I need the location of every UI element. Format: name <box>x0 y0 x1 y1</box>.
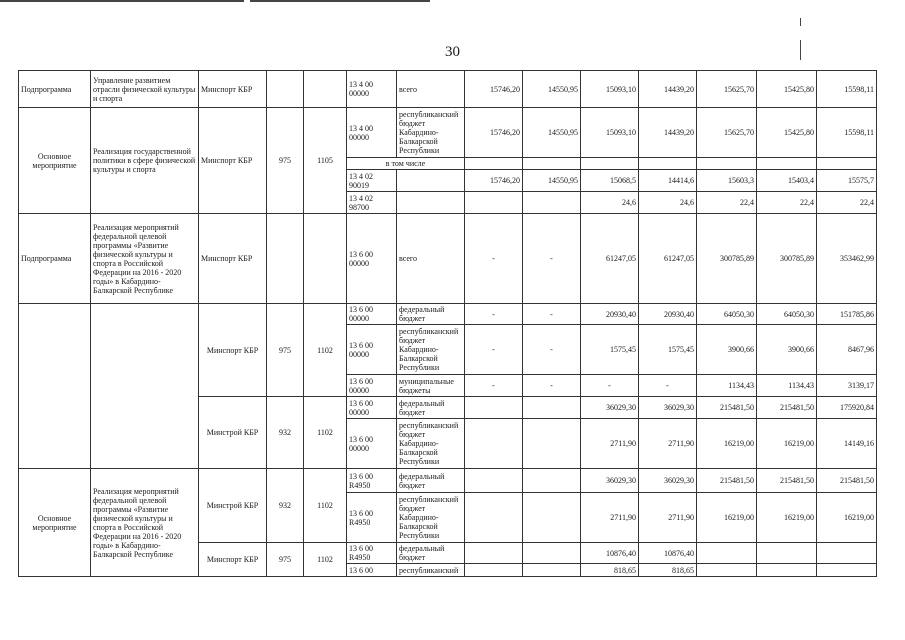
value-cell <box>523 419 581 469</box>
value-cell: 15598,11 <box>817 108 877 158</box>
value-cell: 15746,20 <box>465 108 523 158</box>
value-cell: 3900,66 <box>697 325 757 375</box>
value-cell: 15093,10 <box>581 108 639 158</box>
type-cell: Подпрограмма <box>19 71 91 108</box>
value-cell <box>697 564 757 577</box>
name-cell: Управление развитием отрасли физической культуры и спорта <box>91 71 199 108</box>
code-cell: 13 4 00 00000 <box>347 108 397 158</box>
value-cell: 215481,50 <box>697 469 757 493</box>
value-cell: 2711,90 <box>639 493 697 543</box>
value-cell: 15093,10 <box>581 71 639 108</box>
value-cell: - <box>639 375 697 397</box>
value-cell: - <box>523 304 581 325</box>
grbs-cell <box>267 71 304 108</box>
scan-line-top-2 <box>250 0 430 2</box>
value-cell: 22,4 <box>757 192 817 214</box>
value-cell: 14439,20 <box>639 71 697 108</box>
value-cell: 15575,7 <box>817 170 877 192</box>
value-cell: 15746,20 <box>465 71 523 108</box>
value-cell <box>465 469 523 493</box>
executor-cell: Минспорт КБР <box>199 304 267 397</box>
value-cell <box>465 543 523 564</box>
source-cell: республиканский <box>397 564 465 577</box>
table-row <box>19 214 877 304</box>
rzpr-cell: 1105 <box>304 108 347 214</box>
value-cell: 20930,40 <box>639 304 697 325</box>
value-cell: - <box>465 325 523 375</box>
table-row <box>19 304 877 325</box>
value-cell: 2711,90 <box>639 419 697 469</box>
source-cell: республиканский бюджет Кабардино-Балкарской Республики <box>397 108 465 158</box>
budget-table <box>18 70 877 577</box>
value-cell: 10876,40 <box>581 543 639 564</box>
grbs-cell: 975 <box>267 108 304 214</box>
value-cell <box>465 493 523 543</box>
value-cell: 215481,50 <box>757 469 817 493</box>
source-cell: муниципальные бюджеты <box>397 375 465 397</box>
value-cell: 15603,3 <box>697 170 757 192</box>
including-label: в том числе <box>347 158 465 170</box>
value-cell: 36029,30 <box>639 469 697 493</box>
value-cell: 24,6 <box>639 192 697 214</box>
value-cell: 14550,95 <box>523 71 581 108</box>
source-cell: республиканский бюджет Кабардино-Балкарской Республики <box>397 493 465 543</box>
name-cell: Реализация мероприятий федеральной целевой программы «Развитие физической культуры и спорта в Российской Федерации на 2016 - 2020 годы» в Кабардино-Балкарской Республике <box>91 214 199 304</box>
value-cell: 36029,30 <box>581 397 639 419</box>
value-cell <box>465 192 523 214</box>
value-cell: - <box>523 214 581 304</box>
code-cell: 13 6 00 R4950 <box>347 493 397 543</box>
value-cell: 818,65 <box>639 564 697 577</box>
code-cell: 13 6 00 R4950 <box>347 543 397 564</box>
value-cell <box>465 564 523 577</box>
code-cell: 13 6 00 00000 <box>347 214 397 304</box>
executor-cell: Минспорт КБР <box>199 108 267 214</box>
value-cell: 2711,90 <box>581 419 639 469</box>
page-number: 30 <box>445 44 460 60</box>
value-cell: 16219,00 <box>817 493 877 543</box>
table-row <box>19 108 877 158</box>
value-cell: 15625,70 <box>697 108 757 158</box>
value-cell <box>697 543 757 564</box>
value-cell: 14414,6 <box>639 170 697 192</box>
value-cell: 300785,89 <box>757 214 817 304</box>
value-cell <box>523 469 581 493</box>
value-cell: 16219,00 <box>757 493 817 543</box>
value-cell: - <box>523 325 581 375</box>
value-cell <box>757 564 817 577</box>
value-cell: - <box>465 214 523 304</box>
value-cell <box>465 397 523 419</box>
value-cell: 36029,30 <box>639 397 697 419</box>
value-cell <box>523 564 581 577</box>
value-cell: 15425,80 <box>757 71 817 108</box>
grbs-cell: 975 <box>267 543 304 577</box>
value-cell <box>523 493 581 543</box>
value-cell: - <box>465 304 523 325</box>
type-cell: Подпрограмма <box>19 214 91 304</box>
name-cell: Реализация мероприятий федеральной целевой программы «Развитие физической культуры и спорта в Российской Федерации на 2016 - 2020 годы» в Кабардино-Балкарской Республике <box>91 469 199 577</box>
source-cell: федеральный бюджет <box>397 469 465 493</box>
scan-tick-right <box>800 18 801 26</box>
value-cell: 15403,4 <box>757 170 817 192</box>
value-cell: 1134,43 <box>757 375 817 397</box>
value-cell: 1575,45 <box>581 325 639 375</box>
value-cell: 300785,89 <box>697 214 757 304</box>
rzpr-cell <box>304 71 347 108</box>
value-cell <box>757 543 817 564</box>
rzpr-cell: 1102 <box>304 304 347 397</box>
value-cell: 61247,05 <box>581 214 639 304</box>
rzpr-cell <box>304 214 347 304</box>
value-cell: 215481,50 <box>697 397 757 419</box>
value-cell: 15598,11 <box>817 71 877 108</box>
source-cell: федеральный бюджет <box>397 397 465 419</box>
value-cell: 15068,5 <box>581 170 639 192</box>
code-cell: 13 6 00 00000 <box>347 325 397 375</box>
source-cell <box>397 192 465 214</box>
value-cell <box>465 419 523 469</box>
value-cell: 15625,70 <box>697 71 757 108</box>
value-cell: 215481,50 <box>757 397 817 419</box>
grbs-cell: 932 <box>267 397 304 469</box>
table-row <box>19 71 877 108</box>
executor-cell: Минспорт КБР <box>199 71 267 108</box>
code-cell: 13 6 00 00000 <box>347 397 397 419</box>
value-cell: 16219,00 <box>757 419 817 469</box>
value-cell: - <box>581 375 639 397</box>
value-cell: - <box>523 375 581 397</box>
grbs-cell: 932 <box>267 469 304 543</box>
value-cell: 14149,16 <box>817 419 877 469</box>
value-cell: 3139,17 <box>817 375 877 397</box>
value-cell: 36029,30 <box>581 469 639 493</box>
value-cell <box>523 397 581 419</box>
table-row <box>19 469 877 493</box>
value-cell: 24,6 <box>581 192 639 214</box>
value-cell: 2711,90 <box>581 493 639 543</box>
value-cell: 14439,20 <box>639 108 697 158</box>
value-cell: 22,4 <box>817 192 877 214</box>
executor-cell: Минспорт КБР <box>199 214 267 304</box>
value-cell: - <box>465 375 523 397</box>
source-cell: всего <box>397 214 465 304</box>
value-cell: 15746,20 <box>465 170 523 192</box>
value-cell: 151785,86 <box>817 304 877 325</box>
code-cell: 13 6 00 00000 <box>347 304 397 325</box>
value-cell: 215481,50 <box>817 469 877 493</box>
type-cell: Основное мероприятие <box>19 108 91 214</box>
source-cell: всего <box>397 71 465 108</box>
value-cell: 16219,00 <box>697 493 757 543</box>
code-cell: 13 4 02 98700 <box>347 192 397 214</box>
value-cell: 1134,43 <box>697 375 757 397</box>
value-cell: 353462,99 <box>817 214 877 304</box>
value-cell: 15425,80 <box>757 108 817 158</box>
value-cell <box>523 192 581 214</box>
code-cell: 13 4 00 00000 <box>347 71 397 108</box>
value-cell: 14550,95 <box>523 170 581 192</box>
scan-line-top <box>0 0 244 2</box>
code-cell: 13 6 00 <box>347 564 397 577</box>
code-cell: 13 6 00 00000 <box>347 419 397 469</box>
grbs-cell: 975 <box>267 304 304 397</box>
value-cell: 3900,66 <box>757 325 817 375</box>
value-cell: 64050,30 <box>757 304 817 325</box>
value-cell: 20930,40 <box>581 304 639 325</box>
executor-cell: Минстрой КБР <box>199 397 267 469</box>
executor-cell: Минстрой КБР <box>199 469 267 543</box>
source-cell: федеральный бюджет <box>397 543 465 564</box>
value-cell: 818,65 <box>581 564 639 577</box>
value-cell: 1575,45 <box>639 325 697 375</box>
type-cell: Основное мероприятие <box>19 469 91 577</box>
value-cell: 61247,05 <box>639 214 697 304</box>
value-cell <box>817 543 877 564</box>
grbs-cell <box>267 214 304 304</box>
rzpr-cell: 1102 <box>304 397 347 469</box>
value-cell: 22,4 <box>697 192 757 214</box>
rzpr-cell: 1102 <box>304 469 347 543</box>
code-cell: 13 4 02 90019 <box>347 170 397 192</box>
value-cell: 64050,30 <box>697 304 757 325</box>
value-cell: 8467,96 <box>817 325 877 375</box>
code-cell: 13 6 00 00000 <box>347 375 397 397</box>
name-cell: Реализация государственной политики в сфере физической культуры и спорта <box>91 108 199 214</box>
source-cell: республиканский бюджет Кабардино-Балкарской Республики <box>397 325 465 375</box>
value-cell: 10876,40 <box>639 543 697 564</box>
value-cell: 16219,00 <box>697 419 757 469</box>
value-cell <box>523 543 581 564</box>
executor-cell: Минспорт КБР <box>199 543 267 577</box>
value-cell: 14550,95 <box>523 108 581 158</box>
source-cell: федеральный бюджет <box>397 304 465 325</box>
value-cell <box>817 564 877 577</box>
value-cell: 175920,84 <box>817 397 877 419</box>
source-cell: республиканский бюджет Кабардино-Балкарской Республики <box>397 419 465 469</box>
code-cell: 13 6 00 R4950 <box>347 469 397 493</box>
source-cell <box>397 170 465 192</box>
rzpr-cell: 1102 <box>304 543 347 577</box>
